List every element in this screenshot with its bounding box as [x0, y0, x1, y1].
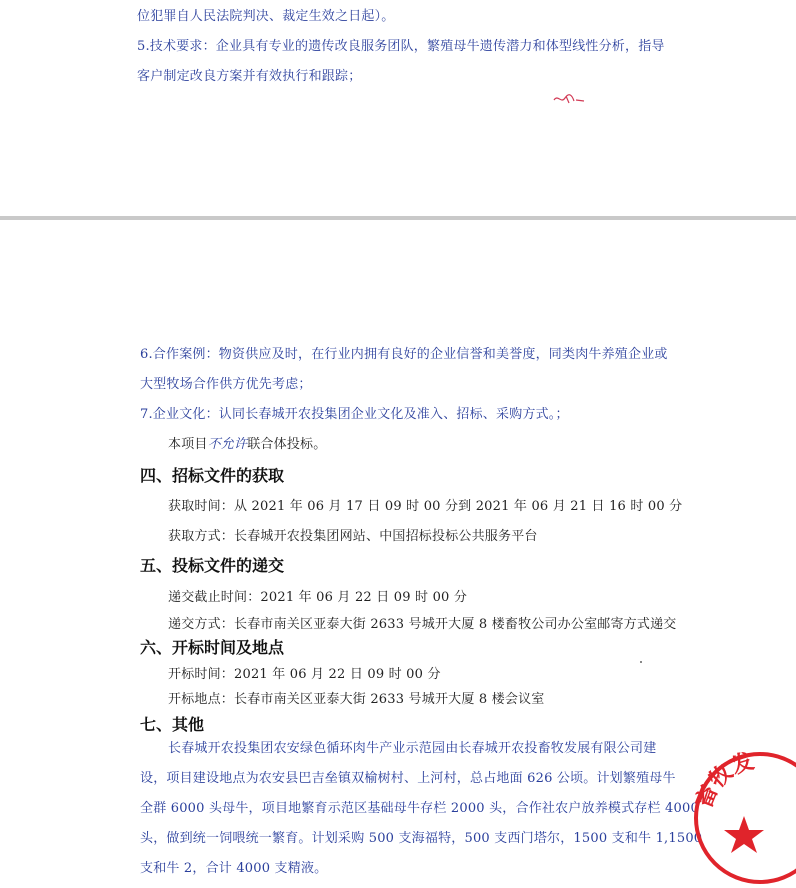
- other-paragraph-line: 全群 6000 头母牛，项目地繁育示范区基础母牛存栏 2000 头，合作社农户放养模式存栏 4000: [140, 801, 699, 816]
- text-line: 位犯罪自人民法院判决、裁定生效之日起）。: [137, 9, 395, 24]
- obtain-time: [168, 498, 682, 516]
- section-heading-6: 六、开标时间及地点: [140, 638, 285, 657]
- seal-text: 畜牧发: [691, 748, 758, 812]
- opening-time: [168, 666, 441, 684]
- opening-time-text: 开标时间：2021 年 06 月 22 日 09 时 00 分: [168, 667, 441, 682]
- technical-requirements-line: 5.技术要求：企业具有专业的遗传改良服务团队，繁殖母牛遗传潜力和体型线性分析，指导: [137, 39, 665, 54]
- other-paragraph-line: 头，做到统一饲喂统一繁育。计划采购 500 支海福特，500 支西门塔尔，1500 支和牛 1,1500: [140, 831, 703, 846]
- signature-mark: [552, 92, 586, 106]
- other-paragraph-line: 支和牛 2，合计 4000 支精液。: [140, 861, 328, 876]
- document-page-1: [0, 0, 796, 216]
- submission-method: [168, 616, 677, 634]
- joint-bid-emphasis: 不允许: [207, 437, 248, 452]
- submission-method-text: 递交方式：长春市南关区亚泰大街 2633 号城开大厦 8 楼畜牧公司办公室邮寄方式递交: [168, 617, 677, 632]
- opening-place: [168, 691, 545, 709]
- joint-bid-suffix: 联合体投标。: [247, 437, 327, 452]
- joint-bid-line: [168, 436, 326, 454]
- obtain-time-text: 获取时间：从 2021 年 06 月 17 日 09 时 00 分到 2021 年 06 月 21 日 16 时 00 分: [168, 499, 683, 514]
- svg-text:畜牧发: [691, 748, 757, 812]
- document-page-2: [0, 220, 796, 881]
- corporate-culture-line: 7.企业文化：认同长春城开农投集团企业文化及准入、招标、采购方式。；: [140, 407, 569, 422]
- opening-place-text: 开标地点：长春市南关区亚泰大街 2633 号城开大厦 8 楼会议室: [168, 692, 545, 707]
- submission-deadline-text: 递交截止时间：2021 年 06 月 22 日 09 时 00 分: [168, 590, 468, 605]
- text-line: 客户制定改良方案并有效执行和跟踪；: [137, 69, 362, 84]
- joint-bid-prefix: 本项目: [168, 437, 208, 452]
- obtain-method-text: 获取方式：长春城开农投集团网站、中国招标投标公共服务平台: [168, 529, 538, 544]
- company-seal-stamp: [690, 748, 796, 888]
- obtain-method: [168, 528, 538, 546]
- section-heading-4: 四、招标文件的获取: [140, 466, 285, 485]
- section-heading-7: 七、其他: [140, 715, 205, 734]
- text-line: 大型牧场合作供方优先考虑；: [140, 377, 312, 392]
- cooperation-cases-line: 6.合作案例：物资供应及时，在行业内拥有良好的企业信誉和美誉度，同类肉牛养殖企业或: [140, 347, 668, 362]
- submission-deadline: [168, 589, 467, 607]
- other-paragraph-line: 设，项目建设地点为农安县巴吉垒镇双榆树村、上河村，总占地面 626 公顷。计划繁殖母牛: [140, 771, 676, 786]
- section-heading-5: 五、投标文件的递交: [140, 556, 285, 575]
- other-paragraph-line: 长春城开农投集团农安绿色循环肉牛产业示范园由长春城开农投畜牧发展有限公司建: [168, 741, 657, 756]
- speck: [640, 661, 642, 663]
- seal-star-icon: [724, 816, 764, 853]
